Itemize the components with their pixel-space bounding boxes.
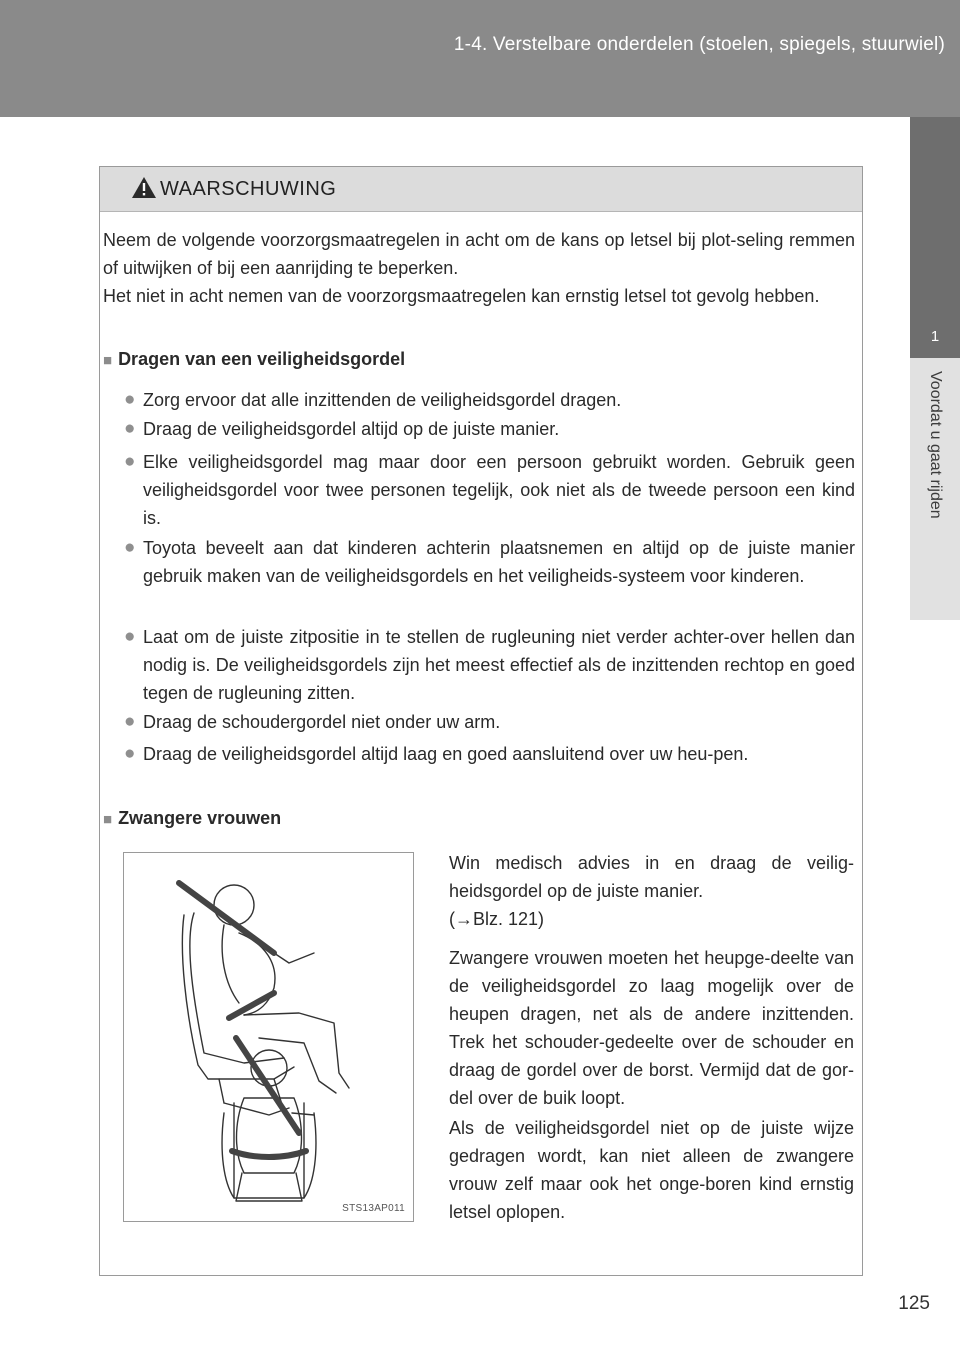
warning-triangle-icon: [131, 176, 157, 199]
bullet-dot: ●: [124, 626, 136, 647]
bullet-dot: ●: [124, 537, 136, 558]
pregnant-paragraph-1: Win medisch advies in en draag de veilig-heidsgordel op de juiste manier.: [449, 853, 854, 901]
section-title: 1-4. Verstelbare onderdelen (stoelen, spiegels, stuurwiel): [453, 34, 945, 55]
page-header: [0, 0, 960, 117]
bullet-dot: ●: [124, 451, 136, 472]
chapter-tab-dark: [910, 117, 960, 358]
pregnant-paragraph-3: Als de veiligheidsgordel niet op de juiste wijze gedragen wordt, kan niet alleen de zwangere vrouw zelf maar ook het onge-boren kind ernstig letsel oplopen.: [449, 1118, 854, 1222]
bullet-dot: ●: [124, 711, 136, 732]
pregnant-paragraph-2: Zwangere vrouwen moeten het heupge-deelte van de veiligheidsgordel zo laag mogelijk over de heupen dragen, net als de andere inzittenden. Trek het schouder-gedeelte over de schouder en draag de gordel over de borst. Vermijd dat de gor-del over de buik loopt.: [449, 948, 854, 1108]
bullet-dot: ●: [124, 743, 136, 764]
pregnant-seatbelt-illustration: [123, 852, 414, 1222]
intro-paragraph-1: Neem de volgende voorzorgsmaatregelen in acht om de kans op letsel bij plot-seling remmen of uitwijken of bij een aanrijding te beperken.: [103, 230, 855, 278]
bullet-item: Draag de veiligheidsgordel altijd laag en goed aansluitend over uw heu-pen.: [143, 744, 749, 764]
section-heading-seatbelt: ■ Dragen van een veiligheidsgordel: [103, 345, 405, 375]
page-number: 125: [898, 1293, 930, 1314]
bullet-item: Zorg ervoor dat alle inzittenden de veiligheidsgordel dragen.: [143, 390, 622, 410]
bullet-item: Draag de schoudergordel niet onder uw arm.: [143, 712, 501, 732]
page-reference: (→Blz. 121): [449, 909, 545, 929]
warning-title: WAARSCHUWING: [160, 178, 337, 200]
intro-paragraph-2: Het niet in acht nemen van de voorzorgsmaatregelen kan ernstig letsel tot gevolg hebben.: [103, 286, 820, 306]
chapter-number: 1: [930, 328, 940, 345]
section-heading-pregnant: ■ Zwangere vrouwen: [103, 804, 281, 834]
figure-code: STS13AP011: [342, 1203, 405, 1214]
bullet-item: Toyota beveelt aan dat kinderen achterin plaatsnemen en altijd op de juiste manier gebruik maken van de veiligheidsgordels en het veiligheids-systeem voor kinderen.: [143, 538, 855, 586]
chapter-title: Voordat u gaat rijden: [927, 371, 944, 519]
pregnant-woman-seatbelt-image: [124, 853, 413, 1221]
bullet-item: Elke veiligheidsgordel mag maar door een persoon gebruikt worden. Gebruik geen veiligheidsgordel voor twee personen tegelijk, ook niet als de tweede persoon een kind is.: [143, 452, 855, 528]
bullet-item: Draag de veiligheidsgordel altijd op de juiste manier.: [143, 419, 560, 439]
bullet-item: Laat om de juiste zitpositie in te stellen de rugleuning niet verder achter-over hellen dan nodig is. De veiligheidsgordels zijn het meest effectief als de inzittenden rechtop en goed tegen de rugleuning zitten.: [143, 627, 855, 703]
warning-header: [100, 167, 862, 212]
bullet-dot: ●: [124, 389, 136, 410]
bullet-dot: ●: [124, 418, 136, 439]
